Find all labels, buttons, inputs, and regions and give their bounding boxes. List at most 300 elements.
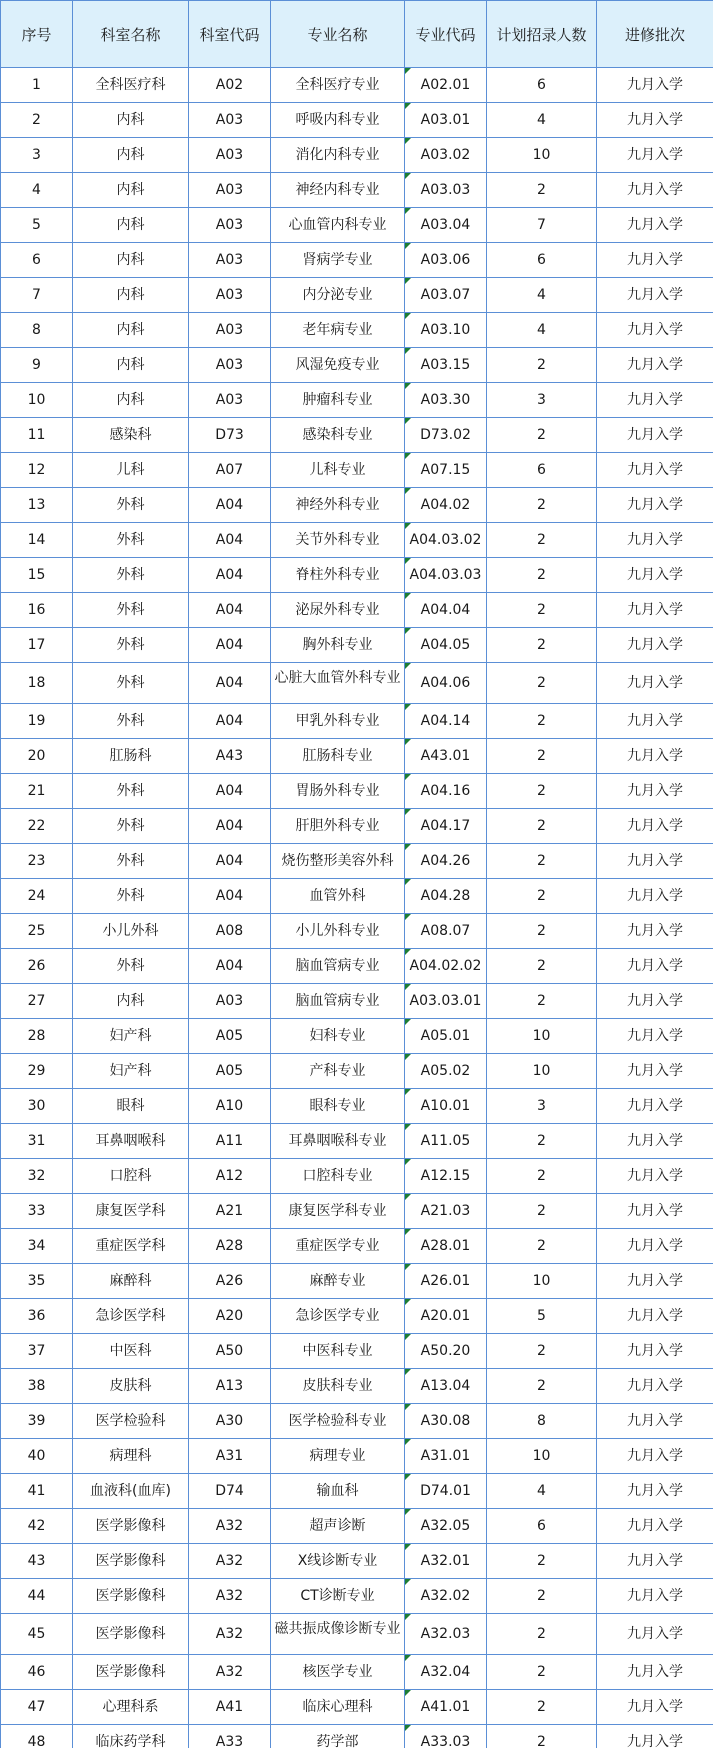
header-specialty-code: 专业代码 [405, 1, 487, 68]
specialty-code-text: A03.15 [420, 356, 471, 373]
specialty-code-cell [405, 774, 487, 809]
planned-enrollment-cell: 10 [487, 138, 597, 173]
department-name-cell: 重症医学科 [73, 1229, 189, 1264]
specialty-name-cell: 神经内科专业 [271, 173, 405, 208]
cell-comment-marker [405, 1690, 411, 1696]
header-planned-enrollment: 计划招录人数 [487, 1, 597, 68]
specialty-code-text: A50.20 [420, 1342, 471, 1359]
specialty-name-cell: 甲乳外科专业 [271, 704, 405, 739]
cell-comment-marker [405, 879, 411, 885]
study-batch-cell: 九月入学 [597, 1404, 713, 1439]
specialty-code-cell [405, 103, 487, 138]
department-code-cell: A04 [189, 663, 271, 704]
department-name-cell: 外科 [73, 558, 189, 593]
department-name-cell: 外科 [73, 844, 189, 879]
specialty-name-cell: 泌尿外科专业 [271, 593, 405, 628]
study-batch-cell: 九月入学 [597, 1299, 713, 1334]
table-row [1, 1089, 713, 1124]
planned-enrollment-cell: 2 [487, 558, 597, 593]
study-batch-cell: 九月入学 [597, 1054, 713, 1089]
specialty-name-cell: 感染科专业 [271, 418, 405, 453]
specialty-name-cell: 脊柱外科专业 [271, 558, 405, 593]
specialty-code-text: A04.02 [420, 496, 471, 513]
serial-number-cell: 22 [1, 809, 73, 844]
cell-comment-marker [405, 739, 411, 745]
serial-number-cell: 43 [1, 1544, 73, 1579]
study-batch-cell: 九月入学 [597, 739, 713, 774]
cell-comment-marker [405, 1474, 411, 1480]
specialty-code-text: A11.05 [420, 1132, 471, 1149]
specialty-code-cell [405, 1229, 487, 1264]
department-code-cell: A11 [189, 1124, 271, 1159]
department-code-cell: A13 [189, 1369, 271, 1404]
header-study-batch: 进修批次 [597, 1, 713, 68]
department-code-cell: A03 [189, 278, 271, 313]
serial-number-cell: 18 [1, 663, 73, 704]
cell-comment-marker [405, 1725, 411, 1731]
specialty-code-text: A03.30 [420, 391, 471, 408]
header-department-name: 科室名称 [73, 1, 189, 68]
serial-number-cell: 16 [1, 593, 73, 628]
specialty-code-cell [405, 1614, 487, 1655]
serial-number-cell: 35 [1, 1264, 73, 1299]
study-batch-cell: 九月入学 [597, 1509, 713, 1544]
department-name-cell: 病理科 [73, 1439, 189, 1474]
study-batch-cell: 九月入学 [597, 208, 713, 243]
department-name-cell: 妇产科 [73, 1019, 189, 1054]
specialty-name-cell: 病理专业 [271, 1439, 405, 1474]
planned-enrollment-cell: 2 [487, 809, 597, 844]
planned-enrollment-cell: 3 [487, 383, 597, 418]
planned-enrollment-cell: 2 [487, 1229, 597, 1264]
specialty-code-text: A05.01 [420, 1027, 471, 1044]
table-row [1, 1299, 713, 1334]
planned-enrollment-cell: 2 [487, 844, 597, 879]
department-code-cell: A28 [189, 1229, 271, 1264]
cell-comment-marker [405, 949, 411, 955]
department-code-cell: A05 [189, 1054, 271, 1089]
specialty-code-text: A26.01 [420, 1272, 471, 1289]
specialty-name-cell: 消化内科专业 [271, 138, 405, 173]
header-department-code: 科室代码 [189, 1, 271, 68]
specialty-code-cell [405, 1544, 487, 1579]
specialty-code-text: A31.01 [420, 1447, 471, 1464]
department-name-cell: 内科 [73, 348, 189, 383]
department-code-cell: A03 [189, 348, 271, 383]
specialty-code-cell [405, 1054, 487, 1089]
cell-comment-marker [405, 278, 411, 284]
department-code-cell: A10 [189, 1089, 271, 1124]
department-code-cell: A41 [189, 1690, 271, 1725]
specialty-code-cell [405, 173, 487, 208]
serial-number-cell: 3 [1, 138, 73, 173]
specialty-name-cell: 超声诊断 [271, 1509, 405, 1544]
header-serial-number: 序号 [1, 1, 73, 68]
specialty-code-text: A04.16 [420, 782, 471, 799]
planned-enrollment-cell: 2 [487, 914, 597, 949]
serial-number-cell: 17 [1, 628, 73, 663]
specialty-name-cell: 肝胆外科专业 [271, 809, 405, 844]
planned-enrollment-cell: 2 [487, 1334, 597, 1369]
specialty-code-cell [405, 558, 487, 593]
serial-number-cell: 40 [1, 1439, 73, 1474]
specialty-code-cell [405, 949, 487, 984]
specialty-name-cell: 药学部 [271, 1725, 405, 1748]
specialty-name-cell: 康复医学科专业 [271, 1194, 405, 1229]
cell-comment-marker [405, 984, 411, 990]
study-batch-cell: 九月入学 [597, 1334, 713, 1369]
specialty-code-text: A04.06 [420, 674, 471, 691]
specialty-name-cell: 神经外科专业 [271, 488, 405, 523]
specialty-code-text: A03.03 [420, 181, 471, 198]
study-batch-cell: 九月入学 [597, 1439, 713, 1474]
department-code-cell: A32 [189, 1655, 271, 1690]
specialty-code-text: A33.03 [420, 1733, 471, 1748]
department-name-cell: 医学影像科 [73, 1544, 189, 1579]
study-batch-cell: 九月入学 [597, 488, 713, 523]
table-row [1, 1404, 713, 1439]
cell-comment-marker [405, 1439, 411, 1445]
department-code-cell: A04 [189, 593, 271, 628]
serial-number-cell: 1 [1, 68, 73, 103]
department-name-cell: 血液科(血库) [73, 1474, 189, 1509]
cell-comment-marker [405, 1089, 411, 1095]
planned-enrollment-cell: 6 [487, 68, 597, 103]
specialty-code-text: A04.14 [420, 712, 471, 729]
specialty-code-cell [405, 1299, 487, 1334]
specialty-code-cell [405, 1124, 487, 1159]
department-code-cell: A03 [189, 173, 271, 208]
cell-comment-marker [405, 1334, 411, 1340]
specialty-code-text: A04.26 [420, 852, 471, 869]
department-code-cell: A04 [189, 844, 271, 879]
specialty-code-text: A04.05 [420, 636, 471, 653]
cell-comment-marker [405, 704, 411, 710]
specialty-code-cell [405, 1509, 487, 1544]
department-code-cell: D73 [189, 418, 271, 453]
specialty-code-cell [405, 1655, 487, 1690]
specialty-name-cell: 内分泌专业 [271, 278, 405, 313]
serial-number-cell: 19 [1, 704, 73, 739]
specialty-name-cell: 急诊医学专业 [271, 1299, 405, 1334]
department-name-cell: 麻醉科 [73, 1264, 189, 1299]
table-row [1, 914, 713, 949]
table-row [1, 704, 713, 739]
planned-enrollment-cell: 2 [487, 1194, 597, 1229]
planned-enrollment-cell: 2 [487, 628, 597, 663]
department-name-cell: 内科 [73, 208, 189, 243]
specialty-name-cell: 医学检验科专业 [271, 1404, 405, 1439]
department-name-cell: 感染科 [73, 418, 189, 453]
study-batch-cell: 九月入学 [597, 663, 713, 704]
department-code-cell: A04 [189, 523, 271, 558]
study-batch-cell: 九月入学 [597, 1159, 713, 1194]
cell-comment-marker [405, 348, 411, 354]
planned-enrollment-cell: 2 [487, 774, 597, 809]
department-code-cell: A07 [189, 453, 271, 488]
specialty-name-cell: 核医学专业 [271, 1655, 405, 1690]
specialty-name-cell: 血管外科 [271, 879, 405, 914]
table-row [1, 208, 713, 243]
planned-enrollment-cell: 5 [487, 1299, 597, 1334]
study-batch-cell: 九月入学 [597, 1089, 713, 1124]
department-name-cell: 耳鼻咽喉科 [73, 1124, 189, 1159]
department-name-cell: 医学影像科 [73, 1579, 189, 1614]
table-row [1, 984, 713, 1019]
cell-comment-marker [405, 1299, 411, 1305]
study-batch-cell: 九月入学 [597, 68, 713, 103]
specialty-code-cell [405, 348, 487, 383]
cell-comment-marker [405, 418, 411, 424]
specialty-name-cell: 中医科专业 [271, 1334, 405, 1369]
table-row [1, 1509, 713, 1544]
table-row [1, 628, 713, 663]
table-row [1, 348, 713, 383]
cell-comment-marker [405, 1509, 411, 1515]
serial-number-cell: 8 [1, 313, 73, 348]
department-code-cell: A32 [189, 1579, 271, 1614]
planned-enrollment-cell: 2 [487, 663, 597, 704]
planned-enrollment-cell: 4 [487, 1474, 597, 1509]
specialty-name-cell: 妇科专业 [271, 1019, 405, 1054]
specialty-code-cell [405, 278, 487, 313]
department-code-cell: A26 [189, 1264, 271, 1299]
specialty-code-cell [405, 879, 487, 914]
specialty-name-cell: 肿瘤科专业 [271, 383, 405, 418]
department-code-cell: A33 [189, 1725, 271, 1748]
department-name-cell: 内科 [73, 103, 189, 138]
specialty-code-cell [405, 1194, 487, 1229]
serial-number-cell: 36 [1, 1299, 73, 1334]
table-row [1, 1474, 713, 1509]
table-row [1, 844, 713, 879]
table-row [1, 418, 713, 453]
specialty-code-cell [405, 208, 487, 243]
department-code-cell: A04 [189, 558, 271, 593]
study-batch-cell: 九月入学 [597, 138, 713, 173]
study-batch-cell: 九月入学 [597, 704, 713, 739]
table-row [1, 1194, 713, 1229]
serial-number-cell: 25 [1, 914, 73, 949]
specialty-name-cell: 磁共振成像诊断专业 [271, 1614, 405, 1655]
cell-comment-marker [405, 1019, 411, 1025]
planned-enrollment-cell: 10 [487, 1264, 597, 1299]
cell-comment-marker [405, 1369, 411, 1375]
specialty-code-cell [405, 1579, 487, 1614]
planned-enrollment-cell: 2 [487, 1579, 597, 1614]
department-code-cell: A03 [189, 243, 271, 278]
study-batch-cell: 九月入学 [597, 1614, 713, 1655]
department-name-cell: 儿科 [73, 453, 189, 488]
specialty-code-cell [405, 1089, 487, 1124]
serial-number-cell: 30 [1, 1089, 73, 1124]
specialty-code-text: A32.04 [420, 1663, 471, 1680]
department-name-cell: 外科 [73, 774, 189, 809]
cell-comment-marker [405, 663, 411, 669]
department-code-cell: A03 [189, 313, 271, 348]
table-row [1, 138, 713, 173]
department-code-cell: A02 [189, 68, 271, 103]
department-name-cell: 外科 [73, 809, 189, 844]
study-batch-cell: 九月入学 [597, 1690, 713, 1725]
study-batch-cell: 九月入学 [597, 1369, 713, 1404]
cell-comment-marker [405, 1655, 411, 1661]
department-name-cell: 医学影像科 [73, 1655, 189, 1690]
table-row [1, 1614, 713, 1655]
cell-comment-marker [405, 1159, 411, 1165]
serial-number-cell: 26 [1, 949, 73, 984]
specialty-code-text: D74.01 [420, 1482, 471, 1499]
specialty-code-text: A03.03.01 [409, 992, 482, 1009]
study-batch-cell: 九月入学 [597, 593, 713, 628]
specialty-code-text: A07.15 [420, 461, 471, 478]
specialty-name-cell: 呼吸内科专业 [271, 103, 405, 138]
department-name-cell: 内科 [73, 173, 189, 208]
serial-number-cell: 41 [1, 1474, 73, 1509]
specialty-code-cell [405, 1264, 487, 1299]
serial-number-cell: 11 [1, 418, 73, 453]
study-batch-cell: 九月入学 [597, 1124, 713, 1159]
planned-enrollment-cell: 10 [487, 1439, 597, 1474]
table-row [1, 1655, 713, 1690]
table-row [1, 879, 713, 914]
planned-enrollment-cell: 2 [487, 523, 597, 558]
specialty-code-cell [405, 1439, 487, 1474]
study-batch-cell: 九月入学 [597, 243, 713, 278]
specialty-code-text: A04.28 [420, 887, 471, 904]
specialty-code-text: A10.01 [420, 1097, 471, 1114]
cell-comment-marker [405, 313, 411, 319]
cell-comment-marker [405, 383, 411, 389]
specialty-code-cell [405, 1690, 487, 1725]
study-batch-cell: 九月入学 [597, 1655, 713, 1690]
specialty-code-text: A04.04 [420, 601, 471, 618]
serial-number-cell: 23 [1, 844, 73, 879]
cell-comment-marker [405, 809, 411, 815]
department-name-cell: 内科 [73, 383, 189, 418]
cell-comment-marker [405, 1124, 411, 1130]
table-row [1, 488, 713, 523]
planned-enrollment-cell: 4 [487, 278, 597, 313]
table-row [1, 1544, 713, 1579]
table-row [1, 1264, 713, 1299]
specialty-name-cell: 心血管内科专业 [271, 208, 405, 243]
specialty-code-cell [405, 663, 487, 704]
planned-enrollment-cell: 2 [487, 1614, 597, 1655]
department-name-cell: 肛肠科 [73, 739, 189, 774]
cell-comment-marker [405, 103, 411, 109]
specialty-code-text: A03.01 [420, 111, 471, 128]
specialty-code-cell [405, 523, 487, 558]
serial-number-cell: 7 [1, 278, 73, 313]
cell-comment-marker [405, 558, 411, 564]
planned-enrollment-cell: 2 [487, 1159, 597, 1194]
study-batch-cell: 九月入学 [597, 1194, 713, 1229]
study-batch-cell: 九月入学 [597, 383, 713, 418]
specialty-code-cell [405, 704, 487, 739]
department-code-cell: A03 [189, 383, 271, 418]
specialty-code-text: A32.05 [420, 1517, 471, 1534]
cell-comment-marker [405, 844, 411, 850]
study-batch-cell: 九月入学 [597, 453, 713, 488]
specialty-code-cell [405, 1369, 487, 1404]
specialty-name-cell: 肾病学专业 [271, 243, 405, 278]
study-batch-cell: 九月入学 [597, 628, 713, 663]
serial-number-cell: 38 [1, 1369, 73, 1404]
serial-number-cell: 9 [1, 348, 73, 383]
planned-enrollment-cell: 6 [487, 453, 597, 488]
study-batch-cell: 九月入学 [597, 348, 713, 383]
department-name-cell: 外科 [73, 488, 189, 523]
serial-number-cell: 21 [1, 774, 73, 809]
cell-comment-marker [405, 488, 411, 494]
serial-number-cell: 20 [1, 739, 73, 774]
study-batch-cell: 九月入学 [597, 1474, 713, 1509]
specialty-code-cell [405, 1404, 487, 1439]
serial-number-cell: 5 [1, 208, 73, 243]
header-row [1, 1, 713, 68]
table-row [1, 558, 713, 593]
study-batch-cell: 九月入学 [597, 879, 713, 914]
specialty-code-cell [405, 1334, 487, 1369]
specialty-code-text: A13.04 [420, 1377, 471, 1394]
study-batch-cell: 九月入学 [597, 984, 713, 1019]
table-row [1, 809, 713, 844]
table-row [1, 1690, 713, 1725]
serial-number-cell: 24 [1, 879, 73, 914]
cell-comment-marker [405, 523, 411, 529]
study-batch-cell: 九月入学 [597, 774, 713, 809]
serial-number-cell: 12 [1, 453, 73, 488]
department-name-cell: 小儿外科 [73, 914, 189, 949]
department-name-cell: 心理科系 [73, 1690, 189, 1725]
cell-comment-marker [405, 1614, 411, 1620]
cell-comment-marker [405, 1054, 411, 1060]
specialty-code-cell [405, 313, 487, 348]
specialty-name-cell: 全科医疗专业 [271, 68, 405, 103]
planned-enrollment-cell: 2 [487, 704, 597, 739]
study-batch-cell: 九月入学 [597, 173, 713, 208]
specialty-name-cell: 耳鼻咽喉科专业 [271, 1124, 405, 1159]
planned-enrollment-cell: 6 [487, 243, 597, 278]
study-batch-cell: 九月入学 [597, 1544, 713, 1579]
planned-enrollment-cell: 2 [487, 949, 597, 984]
specialty-code-text: A12.15 [420, 1167, 471, 1184]
specialty-name-cell: 烧伤整形美容外科 [271, 844, 405, 879]
study-batch-cell: 九月入学 [597, 558, 713, 593]
department-name-cell: 眼科 [73, 1089, 189, 1124]
department-name-cell: 内科 [73, 138, 189, 173]
specialty-code-text: A30.08 [420, 1412, 471, 1429]
department-code-cell: A20 [189, 1299, 271, 1334]
planned-enrollment-cell: 2 [487, 173, 597, 208]
study-batch-cell: 九月入学 [597, 1264, 713, 1299]
planned-enrollment-cell: 2 [487, 984, 597, 1019]
department-code-cell: A04 [189, 879, 271, 914]
serial-number-cell: 39 [1, 1404, 73, 1439]
planned-enrollment-cell: 2 [487, 879, 597, 914]
specialty-code-cell [405, 1019, 487, 1054]
specialty-code-text: D73.02 [420, 426, 471, 443]
table-row [1, 1229, 713, 1264]
cell-comment-marker [405, 774, 411, 780]
department-code-cell: A08 [189, 914, 271, 949]
cell-comment-marker [405, 1404, 411, 1410]
department-name-cell: 全科医疗科 [73, 68, 189, 103]
study-batch-cell: 九月入学 [597, 313, 713, 348]
department-name-cell: 急诊医学科 [73, 1299, 189, 1334]
study-batch-cell: 九月入学 [597, 844, 713, 879]
